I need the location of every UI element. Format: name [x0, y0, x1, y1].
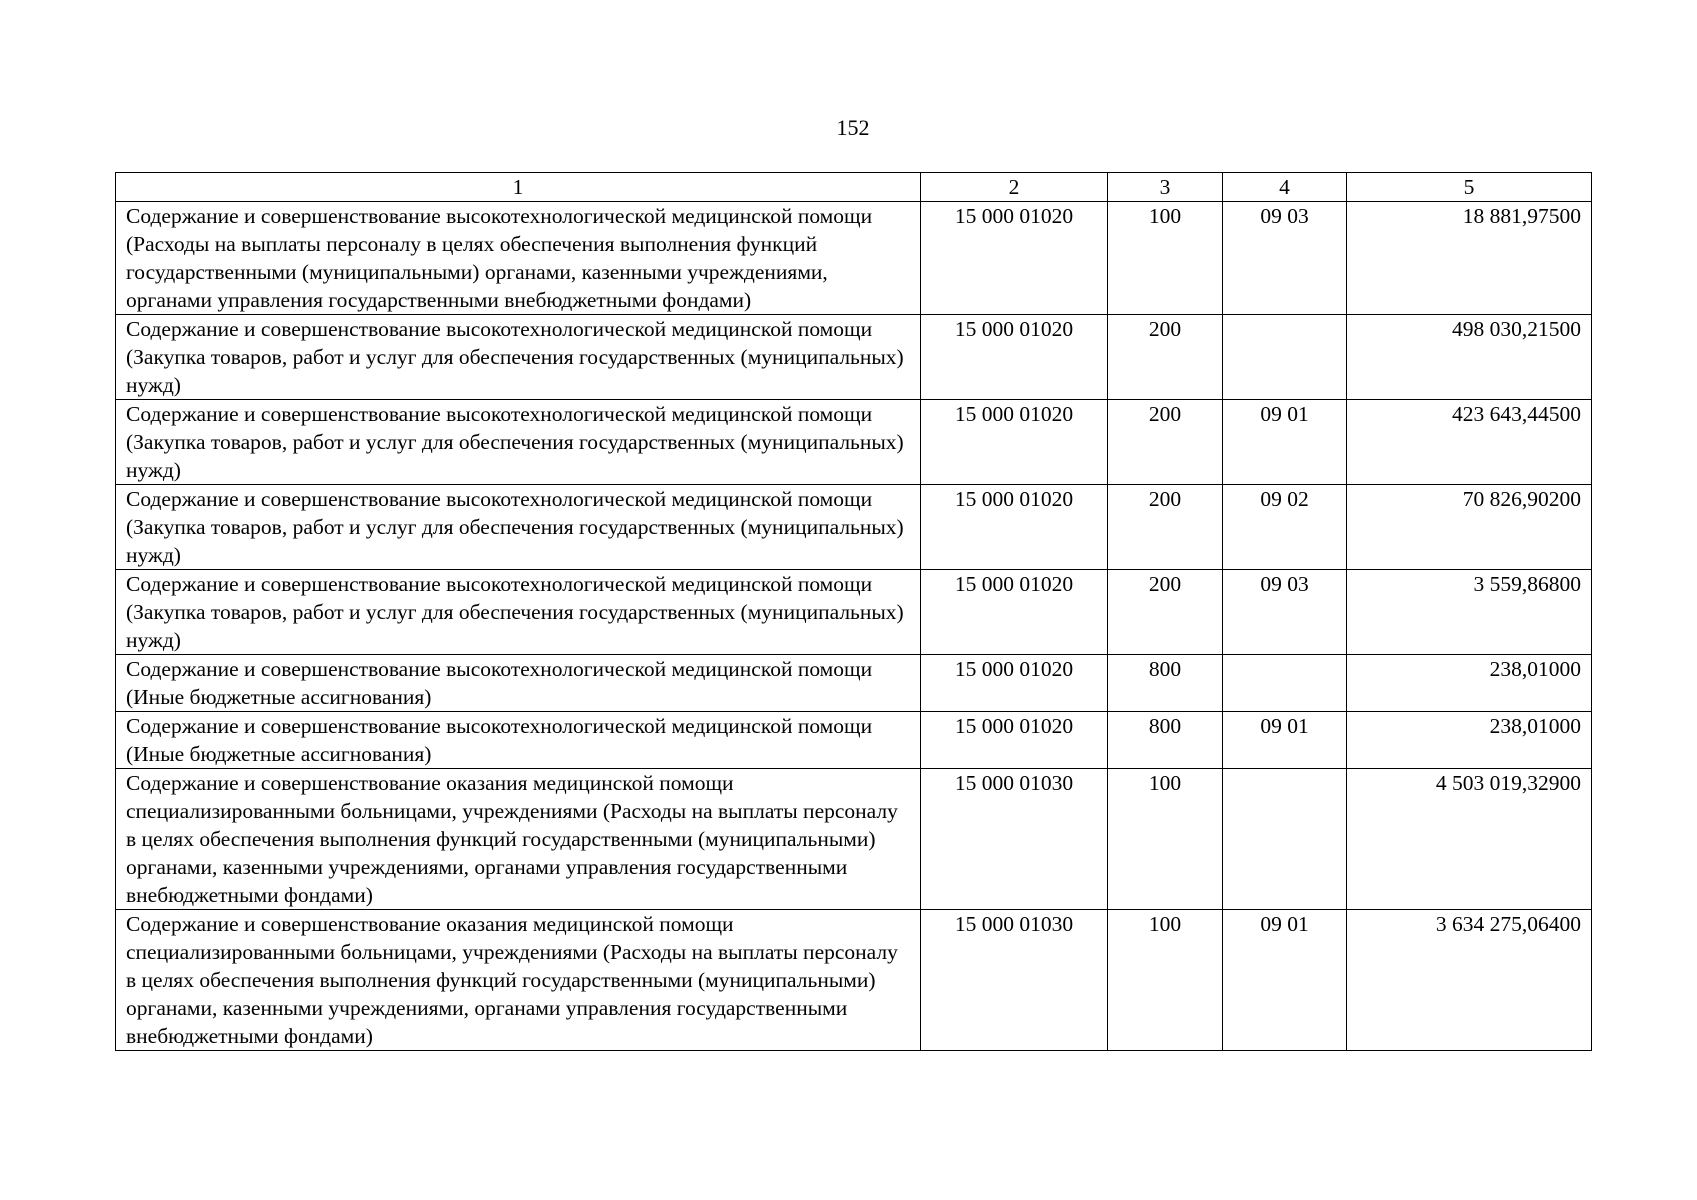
program-code: 15 000 01030 — [921, 769, 1108, 910]
expense-name: Содержание и совершенствование высокотехнологической медицинской помощи (Закупка товаров, работ и услуг для обеспечения государственных (муниципальных) нужд) — [116, 315, 921, 400]
column-header-4: 4 — [1223, 173, 1347, 202]
program-code: 15 000 01030 — [921, 910, 1108, 1051]
amount: 238,01000 — [1347, 712, 1592, 769]
table-row — [116, 400, 1592, 485]
expense-type: 200 — [1108, 485, 1223, 570]
column-header-3: 3 — [1108, 173, 1223, 202]
section-code — [1223, 655, 1347, 712]
table-row — [116, 202, 1592, 315]
table-row — [116, 315, 1592, 400]
amount: 498 030,21500 — [1347, 315, 1592, 400]
expense-type: 100 — [1108, 910, 1223, 1051]
expense-name: Содержание и совершенствование высокотехнологической медицинской помощи (Закупка товаров, работ и услуг для обеспечения государственных (муниципальных) нужд) — [116, 400, 921, 485]
amount: 18 881,97500 — [1347, 202, 1592, 315]
expense-name: Содержание и совершенствование высокотехнологической медицинской помощи (Иные бюджетные ассигнования) — [116, 655, 921, 712]
amount: 70 826,90200 — [1347, 485, 1592, 570]
table-row — [116, 570, 1592, 655]
table-row — [116, 910, 1592, 1051]
amount: 3 634 275,06400 — [1347, 910, 1592, 1051]
amount: 3 559,86800 — [1347, 570, 1592, 655]
table-row — [116, 485, 1592, 570]
amount: 238,01000 — [1347, 655, 1592, 712]
program-code: 15 000 01020 — [921, 655, 1108, 712]
column-header-2: 2 — [921, 173, 1108, 202]
expense-type: 200 — [1108, 315, 1223, 400]
section-code — [1223, 315, 1347, 400]
expense-type: 200 — [1108, 570, 1223, 655]
program-code: 15 000 01020 — [921, 400, 1108, 485]
column-header-5: 5 — [1347, 173, 1592, 202]
section-code: 09 01 — [1223, 910, 1347, 1051]
program-code: 15 000 01020 — [921, 712, 1108, 769]
expense-name: Содержание и совершенствование высокотехнологической медицинской помощи (Закупка товаров, работ и услуг для обеспечения государственных (муниципальных) нужд) — [116, 570, 921, 655]
expense-name: Содержание и совершенствование высокотехнологической медицинской помощи (Закупка товаров, работ и услуг для обеспечения государственных (муниципальных) нужд) — [116, 485, 921, 570]
section-code: 09 01 — [1223, 400, 1347, 485]
expense-name: Содержание и совершенствование оказания медицинской помощи специализированными больницами, учреждениями (Расходы на выплаты персоналу в целях обеспечения выполнения функций государственными (муниципальными) органами, казенными учреждениями, органами управления государственными внебюджетными фондами) — [116, 769, 921, 910]
section-code: 09 03 — [1223, 202, 1347, 315]
program-code: 15 000 01020 — [921, 485, 1108, 570]
expense-type: 200 — [1108, 400, 1223, 485]
section-code: 09 02 — [1223, 485, 1347, 570]
expense-type: 800 — [1108, 655, 1223, 712]
table-body — [116, 202, 1592, 1051]
header-row — [116, 173, 1592, 202]
section-code — [1223, 769, 1347, 910]
expense-type: 100 — [1108, 202, 1223, 315]
table-row — [116, 655, 1592, 712]
expense-name: Содержание и совершенствование оказания медицинской помощи специализированными больницами, учреждениями (Расходы на выплаты персоналу в целях обеспечения выполнения функций государственными (муниципальными) органами, казенными учреждениями, органами управления государственными внебюджетными фондами) — [116, 910, 921, 1051]
program-code: 15 000 01020 — [921, 202, 1108, 315]
budget-table — [115, 172, 1592, 1051]
amount: 423 643,44500 — [1347, 400, 1592, 485]
amount: 4 503 019,32900 — [1347, 769, 1592, 910]
expense-name: Содержание и совершенствование высокотехнологической медицинской помощи (Расходы на выплаты персоналу в целях обеспечения выполнения функций государственными (муниципальными) органами, казенными учреждениями, органами управления государственными внебюджетными фондами) — [116, 202, 921, 315]
table-header — [116, 173, 1592, 202]
table-row — [116, 769, 1592, 910]
table-row — [116, 712, 1592, 769]
expense-type: 100 — [1108, 769, 1223, 910]
column-header-1: 1 — [116, 173, 921, 202]
section-code: 09 01 — [1223, 712, 1347, 769]
expense-type: 800 — [1108, 712, 1223, 769]
section-code: 09 03 — [1223, 570, 1347, 655]
expense-name: Содержание и совершенствование высокотехнологической медицинской помощи (Иные бюджетные ассигнования) — [116, 712, 921, 769]
program-code: 15 000 01020 — [921, 570, 1108, 655]
program-code: 15 000 01020 — [921, 315, 1108, 400]
page-number: 152 — [836, 115, 870, 140]
